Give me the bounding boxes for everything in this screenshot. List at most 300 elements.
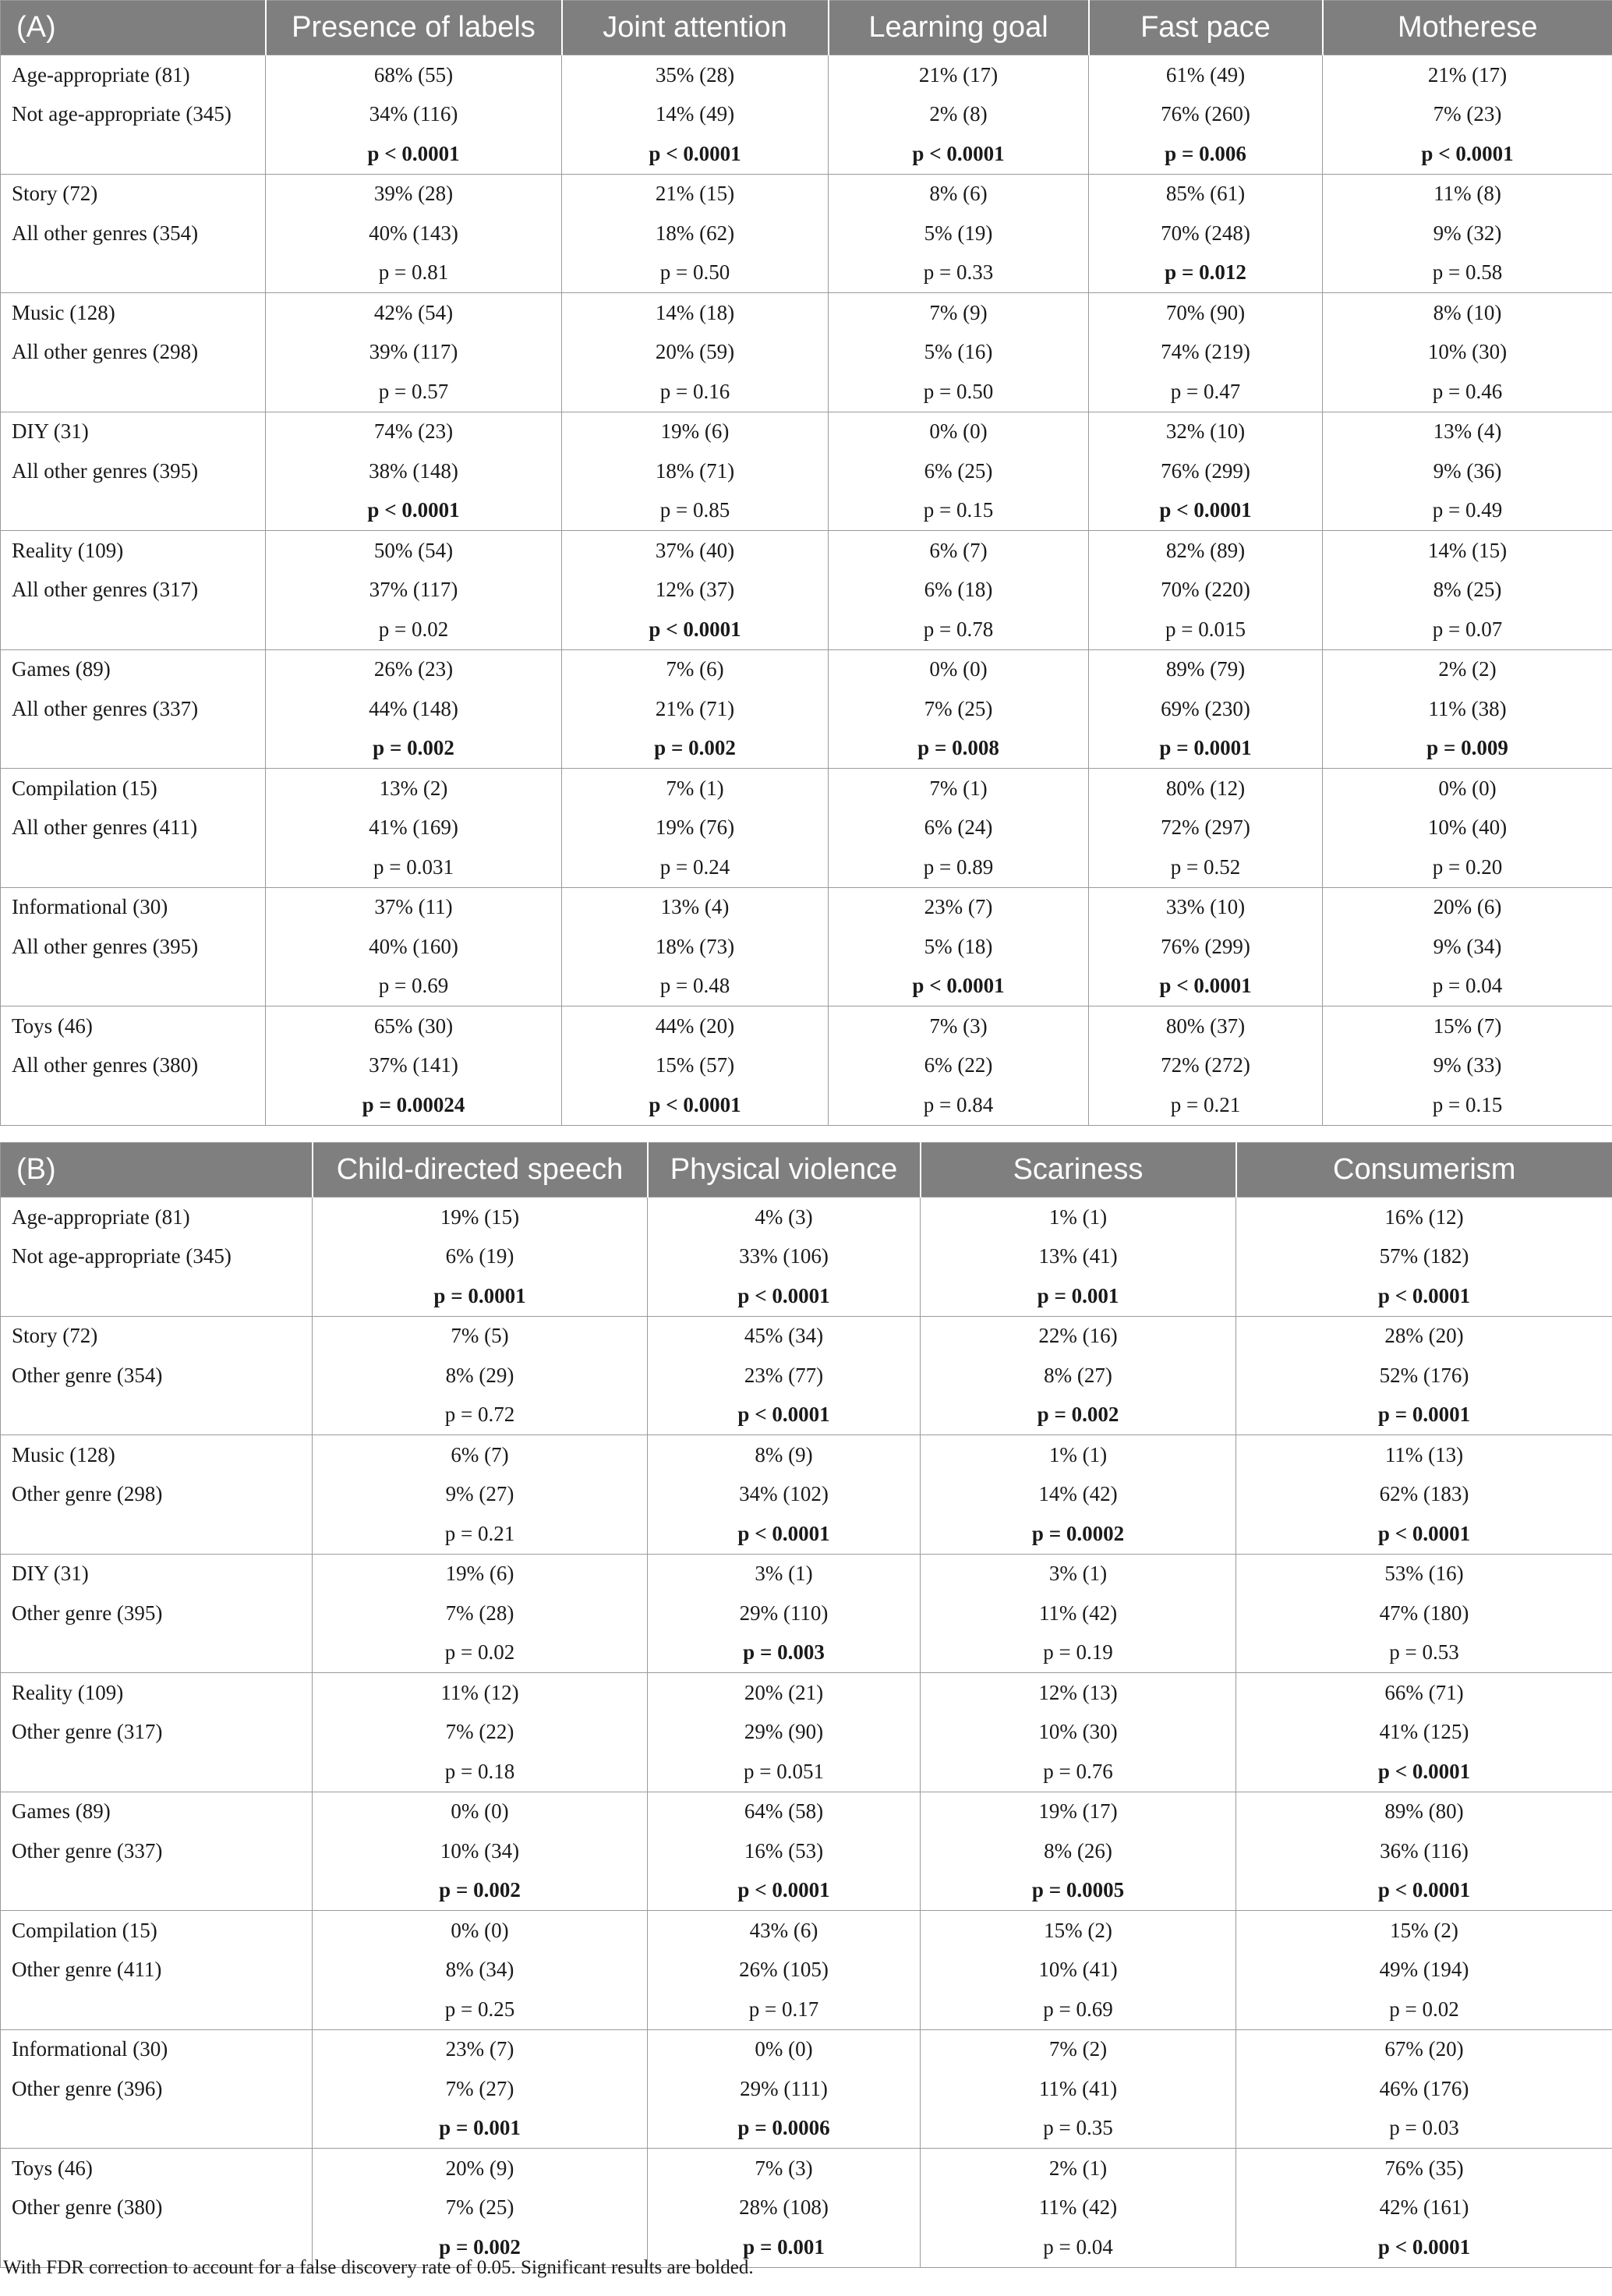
table-cell: 7% (28) bbox=[313, 1594, 648, 1633]
table-cell: 37% (11) bbox=[266, 887, 562, 927]
table-row bbox=[1, 1951, 1612, 1990]
table-cell: 65% (30) bbox=[266, 1006, 562, 1046]
table-cell: 7% (9) bbox=[829, 293, 1089, 333]
p-value-cell: p = 0.58 bbox=[1323, 253, 1612, 293]
table-cell: 10% (40) bbox=[1323, 808, 1612, 848]
table-cell: 49% (194) bbox=[1236, 1951, 1612, 1990]
table-row bbox=[1, 1594, 1612, 1633]
table-cell: 13% (4) bbox=[1323, 412, 1612, 451]
table-cell: 67% (20) bbox=[1236, 2029, 1612, 2069]
table-cell: 21% (71) bbox=[562, 689, 829, 729]
table-cell: 0% (0) bbox=[648, 2029, 921, 2069]
table-cell: 6% (7) bbox=[313, 1435, 648, 1475]
p-value-cell: p = 0.17 bbox=[648, 1990, 921, 2029]
table-row bbox=[1, 689, 1612, 729]
table-cell: 3% (1) bbox=[921, 1554, 1236, 1594]
p-value-cell: p = 0.33 bbox=[829, 253, 1089, 293]
p-value-cell: p = 0.78 bbox=[829, 610, 1089, 649]
table-cell: 7% (1) bbox=[562, 769, 829, 808]
p-value-cell: p = 0.49 bbox=[1323, 491, 1612, 531]
table-cell: 0% (0) bbox=[313, 1911, 648, 1951]
row-label-empty bbox=[1, 134, 266, 174]
table-row bbox=[1, 1792, 1612, 1831]
table-cell: 6% (18) bbox=[829, 571, 1089, 610]
p-value-cell: p < 0.0001 bbox=[1089, 491, 1323, 531]
column-header: Scariness bbox=[921, 1143, 1236, 1198]
row-label: Informational (30) bbox=[1, 2029, 313, 2069]
table-a-label: (A) bbox=[1, 1, 266, 55]
table-cell: 8% (6) bbox=[829, 174, 1089, 214]
table-cell: 8% (25) bbox=[1323, 571, 1612, 610]
p-value-cell: p = 0.57 bbox=[266, 372, 562, 412]
table-cell: 23% (77) bbox=[648, 1356, 921, 1396]
table-row bbox=[1, 293, 1612, 333]
table-row bbox=[1, 1871, 1612, 1911]
table-cell: 39% (28) bbox=[266, 174, 562, 214]
table-cell: 68% (55) bbox=[266, 55, 562, 95]
table-cell: 44% (148) bbox=[266, 689, 562, 729]
table-row bbox=[1, 253, 1612, 293]
table-cell: 15% (7) bbox=[1323, 1006, 1612, 1046]
table-row bbox=[1, 1085, 1612, 1125]
p-value-cell: p = 0.001 bbox=[921, 1276, 1236, 1316]
table-row bbox=[1, 847, 1612, 887]
table-cell: 11% (42) bbox=[921, 2188, 1236, 2228]
p-value-cell: p = 0.15 bbox=[829, 491, 1089, 531]
row-label: DIY (31) bbox=[1, 412, 266, 451]
table-row bbox=[1, 610, 1612, 649]
column-header: Joint attention bbox=[562, 1, 829, 55]
table-row bbox=[1, 1198, 1612, 1237]
p-value-cell: p = 0.85 bbox=[562, 491, 829, 531]
table-row bbox=[1, 1831, 1612, 1871]
table-cell: 6% (24) bbox=[829, 808, 1089, 848]
p-value-cell: p = 0.03 bbox=[1236, 2109, 1612, 2149]
row-label: Compilation (15) bbox=[1, 769, 266, 808]
p-value-cell: p = 0.04 bbox=[1323, 967, 1612, 1006]
table-cell: 11% (8) bbox=[1323, 174, 1612, 214]
table-cell: 29% (90) bbox=[648, 1713, 921, 1753]
p-value-cell: p = 0.003 bbox=[648, 1633, 921, 1673]
table-row bbox=[1, 55, 1612, 95]
table-row bbox=[1, 491, 1612, 531]
table-cell: 13% (2) bbox=[266, 769, 562, 808]
table-b-label: (B) bbox=[1, 1143, 313, 1198]
table-cell: 20% (59) bbox=[562, 333, 829, 373]
table-cell: 70% (248) bbox=[1089, 214, 1323, 253]
row-label: All other genres (395) bbox=[12, 458, 199, 483]
table-row bbox=[1, 571, 1612, 610]
table-cell: 23% (7) bbox=[829, 887, 1089, 927]
table-cell: 43% (6) bbox=[648, 1911, 921, 1951]
p-value-cell: p = 0.002 bbox=[313, 2227, 648, 2267]
table-cell: 76% (260) bbox=[1089, 95, 1323, 135]
table-cell: 26% (23) bbox=[266, 649, 562, 689]
row-label-empty bbox=[1, 372, 266, 412]
row-label: Reality (109) bbox=[1, 531, 266, 571]
row-label: All other genres (395) bbox=[12, 934, 199, 958]
row-label-empty bbox=[1, 1396, 313, 1435]
table-cell: 74% (23) bbox=[266, 412, 562, 451]
table-row bbox=[1, 451, 1612, 491]
row-label: All other genres (317) bbox=[12, 578, 199, 602]
table-cell: 52% (176) bbox=[1236, 1356, 1612, 1396]
table-cell: 26% (105) bbox=[648, 1951, 921, 1990]
column-header: Consumerism bbox=[1236, 1143, 1612, 1198]
p-value-cell: p = 0.002 bbox=[921, 1396, 1236, 1435]
p-value-cell: p = 0.18 bbox=[313, 1752, 648, 1792]
row-label: Other genre (395) bbox=[12, 1601, 163, 1625]
row-label: All other genres (354) bbox=[12, 221, 199, 245]
p-value-cell: p < 0.0001 bbox=[648, 1396, 921, 1435]
row-label: All other genres (380) bbox=[12, 1053, 199, 1077]
p-value-cell: p < 0.0001 bbox=[1089, 967, 1323, 1006]
table-row bbox=[1, 531, 1612, 571]
table-cell: 9% (27) bbox=[313, 1475, 648, 1515]
p-value-cell: p = 0.52 bbox=[1089, 847, 1323, 887]
table-cell: 7% (27) bbox=[313, 2069, 648, 2109]
row-label-empty bbox=[1, 1514, 313, 1554]
table-cell: 4% (3) bbox=[648, 1198, 921, 1237]
p-value-cell: p < 0.0001 bbox=[1323, 134, 1612, 174]
row-label-empty bbox=[1, 491, 266, 531]
p-value-cell: p = 0.0005 bbox=[921, 1871, 1236, 1911]
p-value-cell: p = 0.25 bbox=[313, 1990, 648, 2029]
p-value-cell: p = 0.72 bbox=[313, 1396, 648, 1435]
table-cell: 20% (6) bbox=[1323, 887, 1612, 927]
row-label: Other genre (317) bbox=[12, 1720, 163, 1744]
table-cell: 14% (49) bbox=[562, 95, 829, 135]
table-row bbox=[1, 887, 1612, 927]
table-row bbox=[1, 1316, 1612, 1356]
table-cell: 5% (18) bbox=[829, 927, 1089, 967]
table-row bbox=[1, 1673, 1612, 1713]
table-cell: 21% (17) bbox=[829, 55, 1089, 95]
p-value-cell: p = 0.02 bbox=[266, 610, 562, 649]
table-cell: 37% (141) bbox=[266, 1046, 562, 1086]
p-value-cell: p < 0.0001 bbox=[562, 134, 829, 174]
row-label: Toys (46) bbox=[1, 1006, 266, 1046]
row-label-empty bbox=[1, 1276, 313, 1316]
table-cell: 8% (34) bbox=[313, 1951, 648, 1990]
row-label-empty bbox=[1, 1085, 266, 1125]
table-row bbox=[1, 1554, 1612, 1594]
table-row bbox=[1, 372, 1612, 412]
table-cell: 40% (143) bbox=[266, 214, 562, 253]
row-label: Toys (46) bbox=[1, 2149, 313, 2188]
table-row bbox=[1, 2069, 1612, 2109]
table-row bbox=[1, 1475, 1612, 1515]
p-value-cell: p < 0.0001 bbox=[829, 967, 1089, 1006]
row-label: Informational (30) bbox=[1, 887, 266, 927]
table-cell: 14% (18) bbox=[562, 293, 829, 333]
row-label: Age-appropriate (81) bbox=[1, 1198, 313, 1237]
table-cell: 15% (2) bbox=[1236, 1911, 1612, 1951]
column-header: Learning goal bbox=[829, 1, 1089, 55]
row-label-empty bbox=[1, 729, 266, 769]
p-value-cell: p = 0.012 bbox=[1089, 253, 1323, 293]
table-cell: 11% (42) bbox=[921, 1594, 1236, 1633]
table-cell: 18% (71) bbox=[562, 451, 829, 491]
p-value-cell: p = 0.47 bbox=[1089, 372, 1323, 412]
table-cell: 28% (20) bbox=[1236, 1316, 1612, 1356]
table-cell: 33% (106) bbox=[648, 1237, 921, 1277]
table-cell: 14% (42) bbox=[921, 1475, 1236, 1515]
table-cell: 18% (73) bbox=[562, 927, 829, 967]
table-cell: 7% (5) bbox=[313, 1316, 648, 1356]
table-cell: 8% (10) bbox=[1323, 293, 1612, 333]
p-value-cell: p = 0.50 bbox=[829, 372, 1089, 412]
table-cell: 5% (19) bbox=[829, 214, 1089, 253]
table-cell: 8% (29) bbox=[313, 1356, 648, 1396]
table-cell: 72% (272) bbox=[1089, 1046, 1323, 1086]
row-label: Games (89) bbox=[1, 1792, 313, 1831]
table-row bbox=[1, 1514, 1612, 1554]
table-row bbox=[1, 808, 1612, 848]
table-row bbox=[1, 927, 1612, 967]
table-row bbox=[1, 1713, 1612, 1753]
table-row bbox=[1, 1633, 1612, 1673]
row-label-empty bbox=[1, 1871, 313, 1911]
p-value-cell: p = 0.001 bbox=[648, 2227, 921, 2267]
p-value-cell: p = 0.00024 bbox=[266, 1085, 562, 1125]
p-value-cell: p < 0.0001 bbox=[266, 491, 562, 531]
row-label: Music (128) bbox=[1, 1435, 313, 1475]
row-label: All other genres (298) bbox=[12, 340, 199, 364]
table-cell: 46% (176) bbox=[1236, 2069, 1612, 2109]
p-value-cell: p = 0.53 bbox=[1236, 1633, 1612, 1673]
row-label: Other genre (411) bbox=[12, 1958, 162, 1982]
table-b-body bbox=[1, 1198, 1612, 2268]
table-cell: 8% (26) bbox=[921, 1831, 1236, 1871]
p-value-cell: p = 0.0001 bbox=[1089, 729, 1323, 769]
table-cell: 6% (25) bbox=[829, 451, 1089, 491]
table-cell: 29% (111) bbox=[648, 2069, 921, 2109]
p-value-cell: p < 0.0001 bbox=[648, 1871, 921, 1911]
table-cell: 0% (0) bbox=[829, 412, 1089, 451]
table-row bbox=[1, 1276, 1612, 1316]
table-cell: 2% (2) bbox=[1323, 649, 1612, 689]
table-cell: 38% (148) bbox=[266, 451, 562, 491]
row-label: DIY (31) bbox=[1, 1554, 313, 1594]
table-row bbox=[1, 2109, 1612, 2149]
row-label: All other genres (411) bbox=[12, 815, 198, 840]
p-value-cell: p = 0.07 bbox=[1323, 610, 1612, 649]
row-label: Other genre (354) bbox=[12, 1363, 163, 1387]
table-cell: 6% (7) bbox=[829, 531, 1089, 571]
table-b bbox=[0, 1142, 1612, 2268]
p-value-cell: p < 0.0001 bbox=[562, 1085, 829, 1125]
table-row bbox=[1, 214, 1612, 253]
table-cell: 10% (41) bbox=[921, 1951, 1236, 1990]
row-label: Story (72) bbox=[1, 1316, 313, 1356]
table-cell: 89% (79) bbox=[1089, 649, 1323, 689]
p-value-cell: p = 0.002 bbox=[313, 1871, 648, 1911]
table-cell: 82% (89) bbox=[1089, 531, 1323, 571]
table-cell: 14% (15) bbox=[1323, 531, 1612, 571]
p-value-cell: p = 0.009 bbox=[1323, 729, 1612, 769]
table-cell: 85% (61) bbox=[1089, 174, 1323, 214]
table-cell: 41% (125) bbox=[1236, 1713, 1612, 1753]
row-label-empty bbox=[1, 1990, 313, 2029]
table-cell: 7% (6) bbox=[562, 649, 829, 689]
table-row bbox=[1, 1435, 1612, 1475]
p-value-cell: p = 0.02 bbox=[1236, 1990, 1612, 2029]
table-cell: 69% (230) bbox=[1089, 689, 1323, 729]
row-label-empty bbox=[1, 847, 266, 887]
table-cell: 21% (15) bbox=[562, 174, 829, 214]
table-cell: 39% (117) bbox=[266, 333, 562, 373]
table-cell: 42% (54) bbox=[266, 293, 562, 333]
table-cell: 7% (3) bbox=[829, 1006, 1089, 1046]
table-cell: 29% (110) bbox=[648, 1594, 921, 1633]
table-row bbox=[1, 1356, 1612, 1396]
table-cell: 11% (12) bbox=[313, 1673, 648, 1713]
table-cell: 19% (15) bbox=[313, 1198, 648, 1237]
column-header: Physical violence bbox=[648, 1143, 921, 1198]
table-cell: 70% (90) bbox=[1089, 293, 1323, 333]
p-value-cell: p = 0.0001 bbox=[313, 1276, 648, 1316]
table-cell: 34% (116) bbox=[266, 95, 562, 135]
table-row bbox=[1, 2029, 1612, 2069]
row-label: Games (89) bbox=[1, 649, 266, 689]
table-cell: 64% (58) bbox=[648, 1792, 921, 1831]
table-cell: 19% (17) bbox=[921, 1792, 1236, 1831]
row-label: Other genre (380) bbox=[12, 2195, 163, 2220]
table-cell: 8% (9) bbox=[648, 1435, 921, 1475]
p-value-cell: p < 0.0001 bbox=[1236, 1752, 1612, 1792]
row-label: Other genre (298) bbox=[12, 1482, 163, 1506]
table-row bbox=[1, 1752, 1612, 1792]
table-cell: 1% (1) bbox=[921, 1435, 1236, 1475]
table-cell: 13% (4) bbox=[562, 887, 829, 927]
table-cell: 7% (25) bbox=[829, 689, 1089, 729]
p-value-cell: p = 0.04 bbox=[921, 2227, 1236, 2267]
table-row bbox=[1, 2149, 1612, 2188]
table-cell: 40% (160) bbox=[266, 927, 562, 967]
p-value-cell: p = 0.35 bbox=[921, 2109, 1236, 2149]
table-cell: 28% (108) bbox=[648, 2188, 921, 2228]
table-cell: 1% (1) bbox=[921, 1198, 1236, 1237]
p-value-cell: p = 0.84 bbox=[829, 1085, 1089, 1125]
table-cell: 19% (6) bbox=[562, 412, 829, 451]
p-value-cell: p = 0.69 bbox=[921, 1990, 1236, 2029]
row-label: Other genre (337) bbox=[12, 1838, 163, 1863]
row-label: Compilation (15) bbox=[1, 1911, 313, 1951]
table-footnote: With FDR correction to account for a false discovery rate of 0.05. Significant results are bolded. bbox=[3, 2257, 754, 2278]
p-value-cell: p = 0.21 bbox=[313, 1514, 648, 1554]
table-cell: 72% (297) bbox=[1089, 808, 1323, 848]
table-row bbox=[1, 967, 1612, 1006]
table-a-body bbox=[1, 55, 1612, 1126]
table-cell: 12% (13) bbox=[921, 1673, 1236, 1713]
p-value-cell: p = 0.001 bbox=[313, 2109, 648, 2149]
column-header: Fast pace bbox=[1089, 1, 1323, 55]
row-label: Age-appropriate (81) bbox=[1, 55, 266, 95]
row-label: Music (128) bbox=[1, 293, 266, 333]
p-value-cell: p = 0.50 bbox=[562, 253, 829, 293]
table-cell: 10% (34) bbox=[313, 1831, 648, 1871]
p-value-cell: p = 0.21 bbox=[1089, 1085, 1323, 1125]
table-cell: 20% (21) bbox=[648, 1673, 921, 1713]
table-cell: 10% (30) bbox=[921, 1713, 1236, 1753]
table-cell: 66% (71) bbox=[1236, 1673, 1612, 1713]
row-label-empty bbox=[1, 1633, 313, 1673]
table-row bbox=[1, 1006, 1612, 1046]
p-value-cell: p = 0.0002 bbox=[921, 1514, 1236, 1554]
table-cell: 11% (13) bbox=[1236, 1435, 1612, 1475]
table-cell: 41% (169) bbox=[266, 808, 562, 848]
table-cell: 37% (117) bbox=[266, 571, 562, 610]
p-value-cell: p = 0.24 bbox=[562, 847, 829, 887]
table-cell: 20% (9) bbox=[313, 2149, 648, 2188]
table-b-header-row bbox=[1, 1143, 1612, 1198]
table-cell: 2% (8) bbox=[829, 95, 1089, 135]
table-cell: 57% (182) bbox=[1236, 1237, 1612, 1277]
table-cell: 11% (38) bbox=[1323, 689, 1612, 729]
table-cell: 23% (7) bbox=[313, 2029, 648, 2069]
table-row bbox=[1, 412, 1612, 451]
column-header: Motherese bbox=[1323, 1, 1612, 55]
p-value-cell: p = 0.008 bbox=[829, 729, 1089, 769]
table-a-header-row bbox=[1, 1, 1612, 55]
table-cell: 70% (220) bbox=[1089, 571, 1323, 610]
table-cell: 36% (116) bbox=[1236, 1831, 1612, 1871]
table-cell: 61% (49) bbox=[1089, 55, 1323, 95]
table-cell: 16% (53) bbox=[648, 1831, 921, 1871]
table-cell: 32% (10) bbox=[1089, 412, 1323, 451]
p-value-cell: p < 0.0001 bbox=[1236, 2227, 1612, 2267]
table-row bbox=[1, 769, 1612, 808]
column-header: Child-directed speech bbox=[313, 1143, 648, 1198]
p-value-cell: p < 0.0001 bbox=[266, 134, 562, 174]
p-value-cell: p = 0.48 bbox=[562, 967, 829, 1006]
table-cell: 19% (6) bbox=[313, 1554, 648, 1594]
table-cell: 15% (2) bbox=[921, 1911, 1236, 1951]
table-cell: 16% (12) bbox=[1236, 1198, 1612, 1237]
p-value-cell: p < 0.0001 bbox=[1236, 1276, 1612, 1316]
p-value-cell: p = 0.002 bbox=[562, 729, 829, 769]
table-cell: 22% (16) bbox=[921, 1316, 1236, 1356]
p-value-cell: p = 0.031 bbox=[266, 847, 562, 887]
table-cell: 80% (37) bbox=[1089, 1006, 1323, 1046]
p-value-cell: p < 0.0001 bbox=[648, 1276, 921, 1316]
p-value-cell: p = 0.69 bbox=[266, 967, 562, 1006]
table-cell: 45% (34) bbox=[648, 1316, 921, 1356]
table-cell: 18% (62) bbox=[562, 214, 829, 253]
table-row bbox=[1, 1396, 1612, 1435]
p-value-cell: p = 0.15 bbox=[1323, 1085, 1612, 1125]
table-cell: 89% (80) bbox=[1236, 1792, 1612, 1831]
p-value-cell: p = 0.015 bbox=[1089, 610, 1323, 649]
table-cell: 50% (54) bbox=[266, 531, 562, 571]
p-value-cell: p = 0.006 bbox=[1089, 134, 1323, 174]
table-cell: 2% (1) bbox=[921, 2149, 1236, 2188]
table-cell: 42% (161) bbox=[1236, 2188, 1612, 2228]
table-cell: 7% (1) bbox=[829, 769, 1089, 808]
row-label: Not age-appropriate (345) bbox=[12, 1244, 232, 1268]
p-value-cell: p = 0.002 bbox=[266, 729, 562, 769]
table-cell: 37% (40) bbox=[562, 531, 829, 571]
table-cell: 8% (27) bbox=[921, 1356, 1236, 1396]
table-cell: 9% (33) bbox=[1323, 1046, 1612, 1086]
table-cell: 6% (22) bbox=[829, 1046, 1089, 1086]
table-row bbox=[1, 649, 1612, 689]
table-cell: 76% (299) bbox=[1089, 451, 1323, 491]
row-label-empty bbox=[1, 253, 266, 293]
p-value-cell: p = 0.0001 bbox=[1236, 1396, 1612, 1435]
p-value-cell: p < 0.0001 bbox=[1236, 1871, 1612, 1911]
